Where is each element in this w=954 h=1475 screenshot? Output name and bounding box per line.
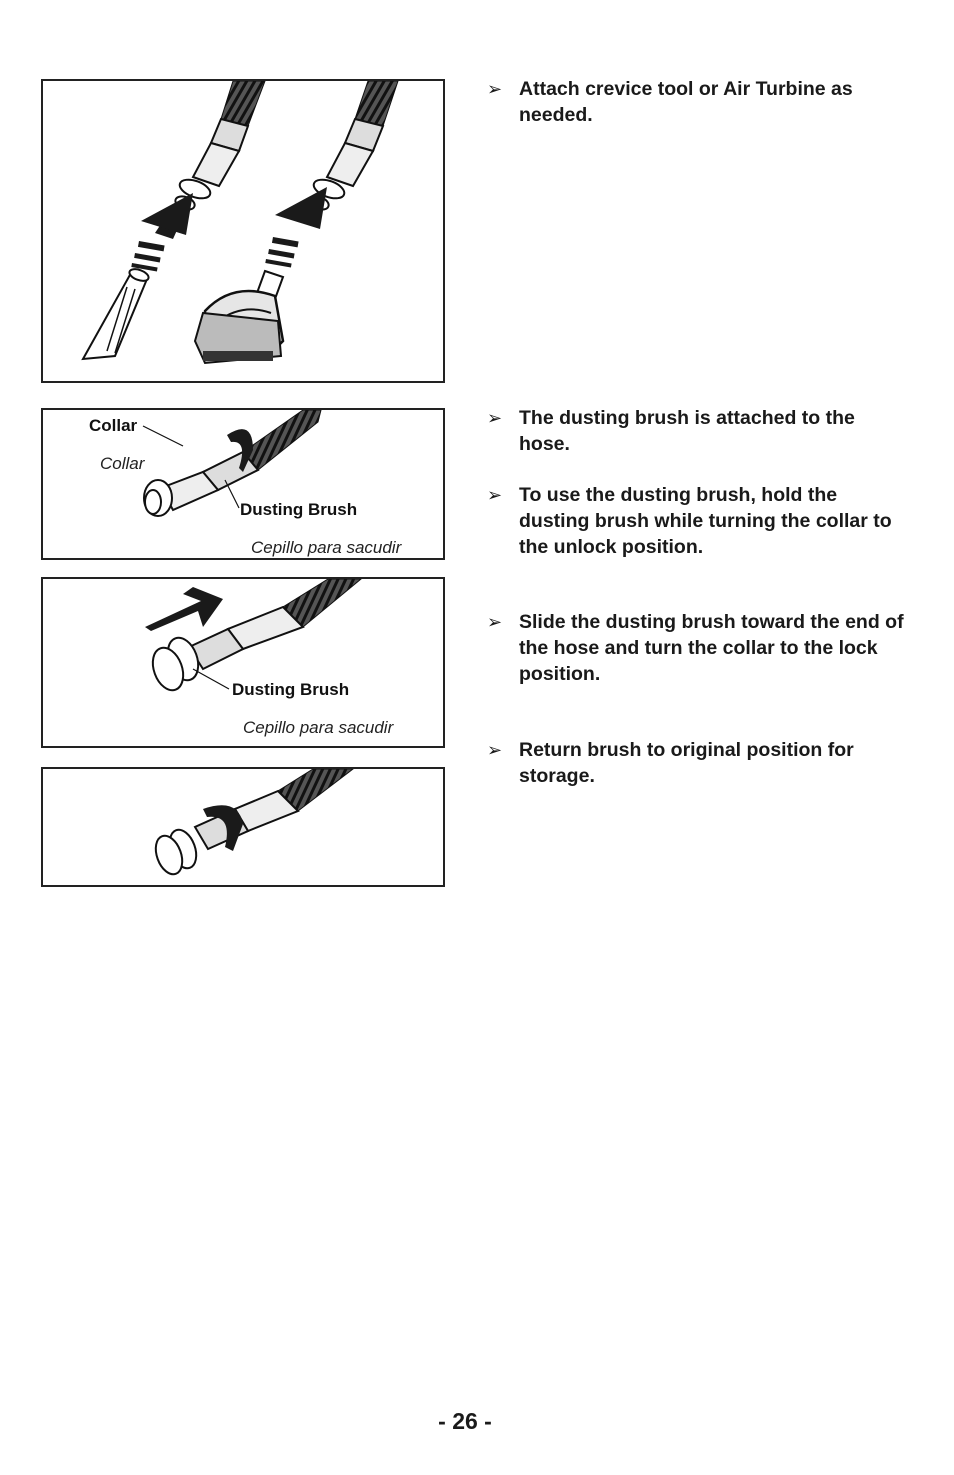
dusting-brush-label-es: Cepillo para sacudir: [251, 538, 402, 557]
arrow-bullet-icon: ➢: [487, 740, 503, 760]
step-item: [487, 609, 907, 687]
store-brush-illustration: [43, 769, 443, 885]
step-text: The dusting brush is attached to the hose.: [519, 407, 855, 455]
arrow-bullet-icon: ➢: [487, 408, 503, 428]
step-text: To use the dusting brush, hold the dusting brush while turning the collar to the unlock position.: [519, 484, 892, 558]
step-text: Slide the dusting brush toward the end of the hose and turn the collar to the lock position.: [519, 611, 904, 685]
figure-attach-tools: [41, 79, 445, 383]
step-item: [487, 76, 907, 128]
dusting-brush-label-es: Cepillo para sacudir: [243, 718, 394, 737]
up-arrow-icon: [131, 193, 193, 271]
slide-arrow-icon: [145, 587, 223, 631]
step-item: [487, 737, 907, 789]
arrow-bullet-icon: ➢: [487, 485, 503, 505]
step-text: Return brush to original position for storage.: [519, 739, 854, 787]
collar-label: Collar: [89, 416, 138, 435]
dusting-brush-label: Dusting Brush: [240, 500, 358, 519]
dusting-brush-label: Dusting Brush: [232, 680, 350, 699]
page-number: - 26 -: [438, 1408, 492, 1434]
hose-left: [174, 81, 265, 212]
collar-label-es: Collar: [100, 454, 145, 473]
figure-dusting-brush-unlock: [41, 408, 445, 560]
step-item: [487, 482, 907, 560]
arrow-bullet-icon: ➢: [487, 79, 503, 99]
up-arrow-icon: [265, 187, 327, 267]
figure-dusting-brush-slide: [41, 577, 445, 748]
arrow-bullet-icon: ➢: [487, 612, 503, 632]
air-turbine: [195, 271, 283, 363]
crevice-tool: [83, 267, 150, 359]
step-text: Attach crevice tool or Air Turbine as needed.: [519, 78, 853, 126]
figure-dusting-brush-store: [41, 767, 445, 887]
step-item: [487, 405, 907, 457]
attach-tools-illustration: [43, 81, 443, 381]
